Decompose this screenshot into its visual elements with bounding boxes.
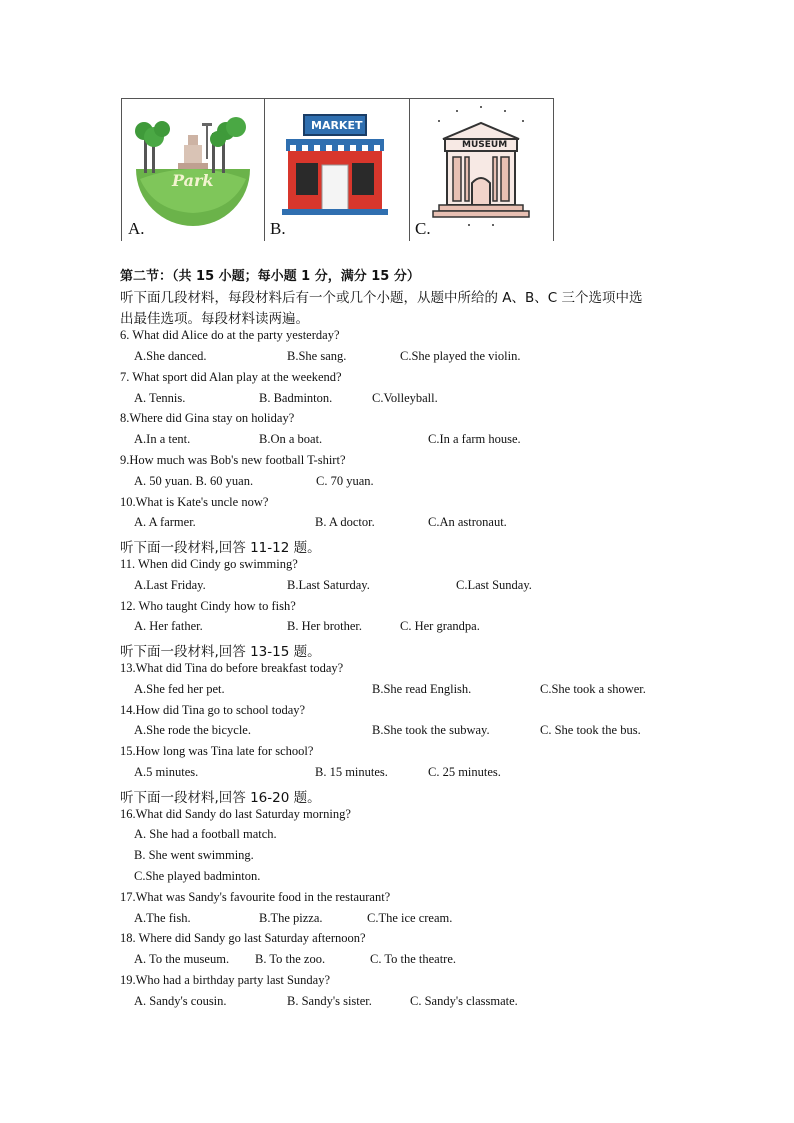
q10-option-a: A. A farmer. <box>134 515 196 529</box>
q6-option-a: A.She danced. <box>134 349 207 363</box>
q19-option-b: B. Sandy's sister. <box>287 994 372 1008</box>
q10-option-c: C.An astronaut. <box>428 515 507 529</box>
q11-option-b: B.Last Saturday. <box>287 578 370 592</box>
q13-option-b: B.She read English. <box>372 682 472 696</box>
q13-option-a: A.She fed her pet. <box>134 682 225 696</box>
question-10: 10.What is Kate's uncle now? <box>120 495 269 509</box>
q19-option-a: A. Sandy's cousin. <box>134 994 227 1008</box>
group-note-16-20: 听下面一段材料,回答 16-20 题。 <box>120 790 321 806</box>
instructions-line1: 听下面几段材料，每段材料后有一个或几个小题，从题中所给的 A、B、C 三个选项中选 <box>120 290 643 306</box>
q14-option-c: C. She took the bus. <box>540 723 641 737</box>
q11-option-a: A.Last Friday. <box>134 578 206 592</box>
q7-option-a: A. Tennis. <box>134 391 186 405</box>
q16-option-a: A. She had a football match. <box>134 827 277 841</box>
question-17: 17.What was Sandy's favourite food in the restaurant? <box>120 890 391 904</box>
question-16: 16.What did Sandy do last Saturday morning? <box>120 807 351 821</box>
q18-option-a: A. To the museum. <box>134 952 230 966</box>
park-sign: Park <box>172 171 214 190</box>
q12-option-a: A. Her father. <box>134 619 203 633</box>
question-9: 9.How much was Bob's new football T-shirt? <box>120 453 346 467</box>
market-sign: MARKET <box>311 119 363 132</box>
museum-icon <box>409 99 553 241</box>
museum-sign: MUSEUM <box>462 140 508 150</box>
picture-c-label: C. <box>415 219 431 238</box>
q17-option-c: C.The ice cream. <box>367 911 453 925</box>
q12-option-b: B. Her brother. <box>287 619 362 633</box>
q8-option-b: B.On a boat. <box>259 432 323 446</box>
q7-option-b: B. Badminton. <box>259 391 333 405</box>
question-6: 6. What did Alice do at the party yesterday? <box>120 328 340 342</box>
q9-option-c: C. 70 yuan. <box>316 474 374 488</box>
group-note-13-15: 听下面一段材料,回答 13-15 题。 <box>120 644 321 660</box>
q6-option-c: C.She played the violin. <box>400 349 521 363</box>
q8-option-c: C.In a farm house. <box>428 432 521 446</box>
q17-option-a: A.The fish. <box>134 911 191 925</box>
instructions-line2: 出最佳选项。每段材料读两遍。 <box>120 311 309 327</box>
q15-option-c: C. 25 minutes. <box>428 765 501 779</box>
q9-option-ab: A. 50 yuan. B. 60 yuan. <box>134 474 254 488</box>
q14-option-b: B.She took the subway. <box>372 723 490 737</box>
question-8: 8.Where did Gina stay on holiday? <box>120 411 295 425</box>
picture-options <box>121 98 554 241</box>
picture-b <box>264 99 410 241</box>
q18-option-c: C. To the theatre. <box>370 952 457 966</box>
q10-option-b: B. A doctor. <box>315 515 375 529</box>
q14-option-a: A.She rode the bicycle. <box>134 723 251 737</box>
q6-option-b: B.She sang. <box>287 349 347 363</box>
picture-a <box>122 99 265 241</box>
q15-option-a: A.5 minutes. <box>134 765 199 779</box>
q8-option-a: A.In a tent. <box>134 432 191 446</box>
question-14: 14.How did Tina go to school today? <box>120 703 306 717</box>
q16-option-c: C.She played badminton. <box>134 869 261 883</box>
q15-option-b: B. 15 minutes. <box>315 765 388 779</box>
q11-option-c: C.Last Sunday. <box>456 578 532 592</box>
question-15: 15.How long was Tina late for school? <box>120 744 314 758</box>
question-7: 7. What sport did Alan play at the weekend? <box>120 370 342 384</box>
question-13: 13.What did Tina do before breakfast today? <box>120 661 344 675</box>
section-heading: 第二节：（共 15 小题；每小题 1 分，满分 15 分） <box>120 269 420 284</box>
question-18: 18. Where did Sandy go last Saturday afternoon? <box>120 931 366 945</box>
q13-option-c: C.She took a shower. <box>540 682 646 696</box>
q7-option-c: C.Volleyball. <box>372 391 438 405</box>
question-11: 11. When did Cindy go swimming? <box>120 557 298 571</box>
q19-option-c: C. Sandy's classmate. <box>410 994 518 1008</box>
q18-option-b: B. To the zoo. <box>255 952 326 966</box>
picture-c <box>409 99 554 241</box>
q12-option-c: C. Her grandpa. <box>400 619 480 633</box>
q17-option-b: B.The pizza. <box>259 911 323 925</box>
group-note-11-12: 听下面一段材料,回答 11-12 题。 <box>120 540 321 556</box>
question-19: 19.Who had a birthday party last Sunday? <box>120 973 331 987</box>
q16-option-b: B. She went swimming. <box>134 848 254 862</box>
picture-a-label: A. <box>128 219 145 238</box>
picture-b-label: B. <box>270 219 286 238</box>
question-12: 12. Who taught Cindy how to fish? <box>120 599 296 613</box>
